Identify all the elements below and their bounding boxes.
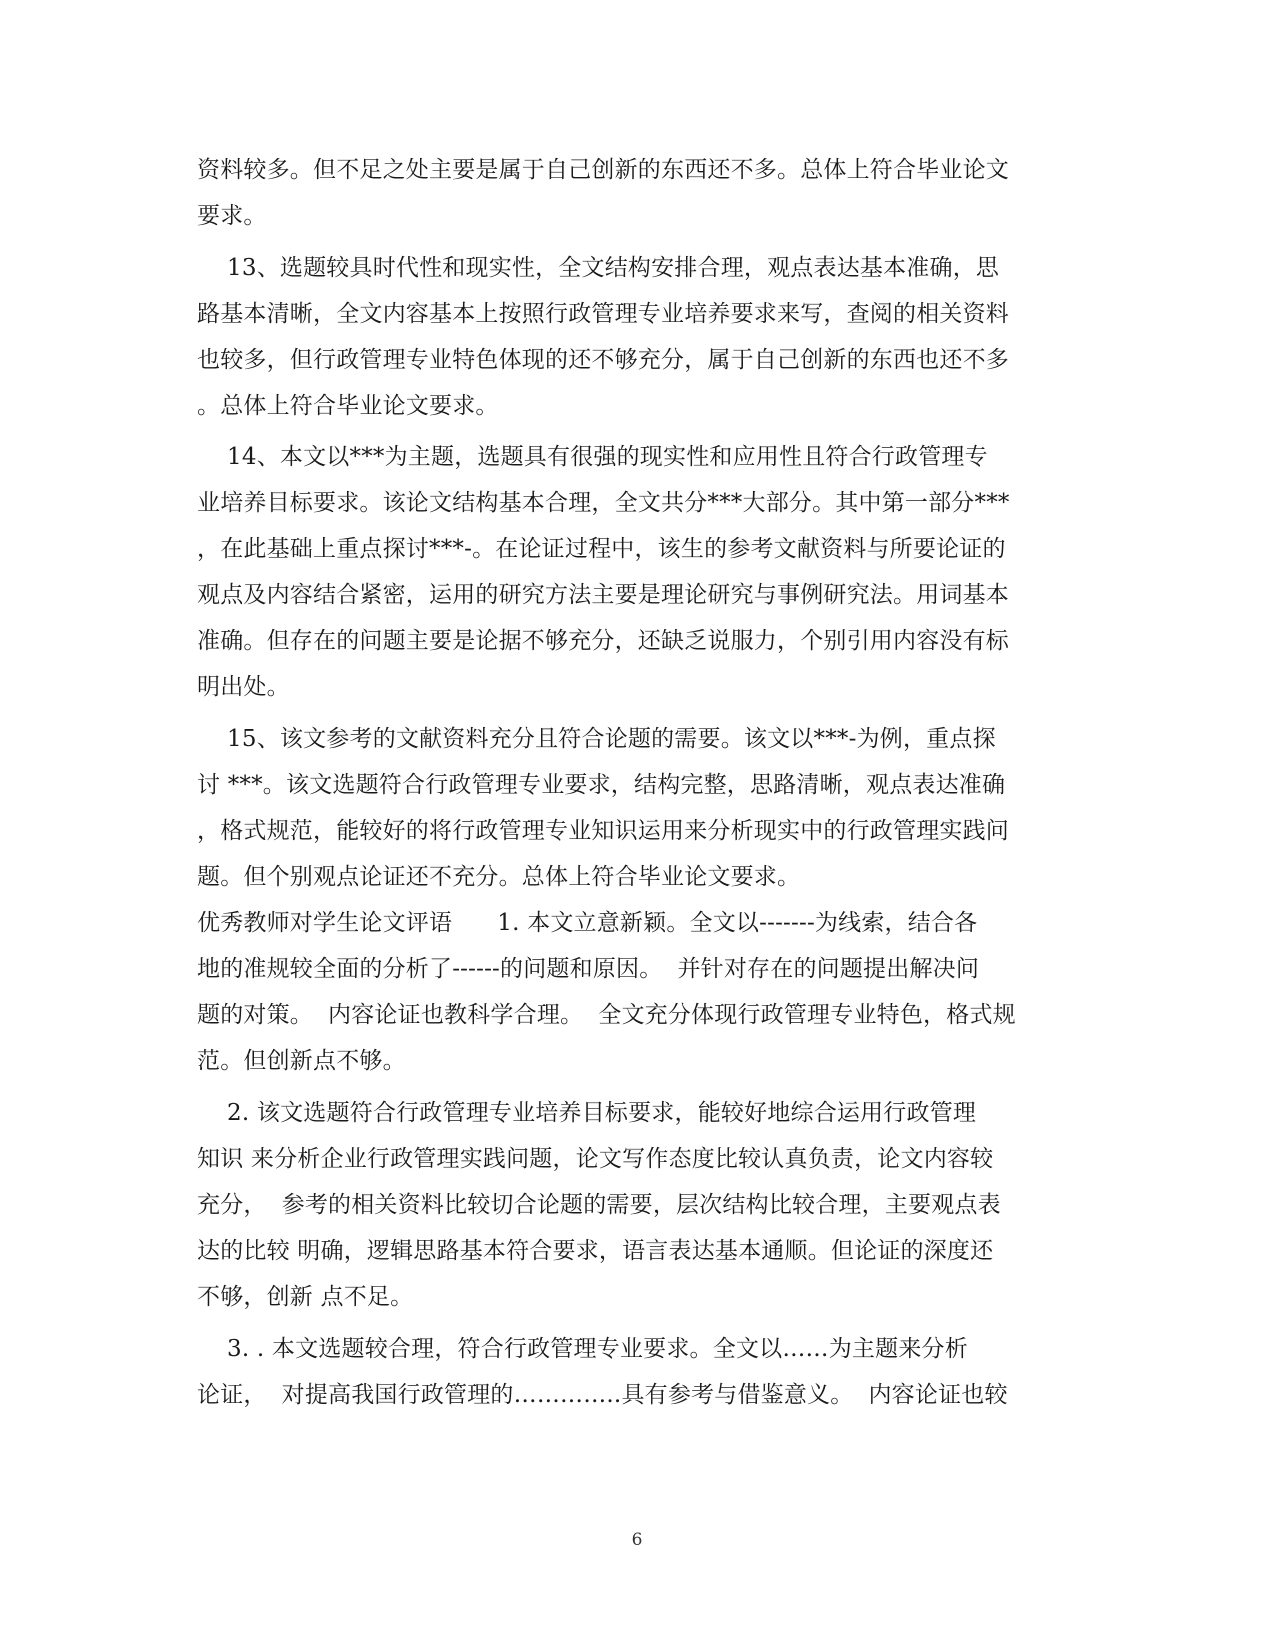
text-line: 不够，创新 点不足。 [197,1284,414,1310]
text-line: ，格式规范，能较好的将行政管理专业知识运用来分析现实中的行政管理实践问 [197,818,1009,844]
text-line: 2. 该文选题符合行政管理专业培养目标要求，能较好地综合运用行政管理 [197,1100,977,1126]
text-line: 题的对策。 内容论证也教科学合理。 全文充分体现行政管理专业特色，格式规 [197,1002,1016,1028]
text-line: 准确。但存在的问题主要是论据不够充分，还缺乏说服力，个别引用内容没有标 [197,628,1009,654]
text-line: 资料较多。但不足之处主要是属于自己创新的东西还不多。总体上符合毕业论文 [197,157,1009,183]
text-line: 。总体上符合毕业论文要求。 [197,393,499,419]
text-line: 论证， 对提高我国行政管理的…………..具有参考与借鉴意义。 内容论证也较 [197,1382,1008,1408]
text-line: ，在此基础上重点探讨***-。在论证过程中，该生的参考文献资料与所要论证的 [197,536,1006,562]
text-line: 优秀教师对学生论文评语 1. 本文立意新颖。全文以-------为线索，结合各 [197,910,978,936]
text-line: 达的比较 明确，逻辑思路基本符合要求，语言表达基本通顺。但论证的深度还 [197,1238,994,1264]
text-line: 题。但个别观点论证还不充分。总体上符合毕业论文要求。 [197,864,801,890]
text-line: 14、本文以***为主题，选题具有很强的现实性和应用性且符合行政管理专 [197,444,988,470]
text-line: 15、该文参考的文献资料充分且符合论题的需要。该文以***-为例，重点探 [197,726,996,752]
text-line: 13、选题较具时代性和现实性，全文结构安排合理，观点表达基本准确，思 [197,255,1000,281]
text-line: 讨 ***。该文选题符合行政管理专业要求，结构完整，思路清晰，观点表达准确 [197,772,1006,798]
text-line: 观点及内容结合紧密，运用的研究方法主要是理论研究与事例研究法。用词基本 [197,582,1009,608]
text-line: 知识 来分析企业行政管理实践问题，论文写作态度比较认真负责，论文内容较 [197,1146,994,1172]
text-line: 范。但创新点不够。 [197,1048,406,1074]
text-line: 路基本清晰，全文内容基本上按照行政管理专业培养要求来写，查阅的相关资料 [197,301,1009,327]
text-line: 地的准规较全面的分析了------的问题和原因。 并针对存在的问题提出解决问 [197,956,980,982]
text-line: 要求。 [197,203,267,229]
text-line: 业培养目标要求。该论文结构基本合理，全文共分***大部分。其中第一部分*** [197,490,1010,516]
page-number: 6 [631,1530,643,1550]
text-line: 也较多，但行政管理专业特色体现的还不够充分，属于自己创新的东西也还不多 [197,347,1009,373]
text-line: 3. . 本文选题较合理，符合行政管理专业要求。全文以……为主题来分析 [197,1336,968,1362]
text-line: 明出处。 [197,674,290,700]
text-line: 充分， 参考的相关资料比较切合论题的需要，层次结构比较合理，主要观点表 [197,1192,1001,1218]
